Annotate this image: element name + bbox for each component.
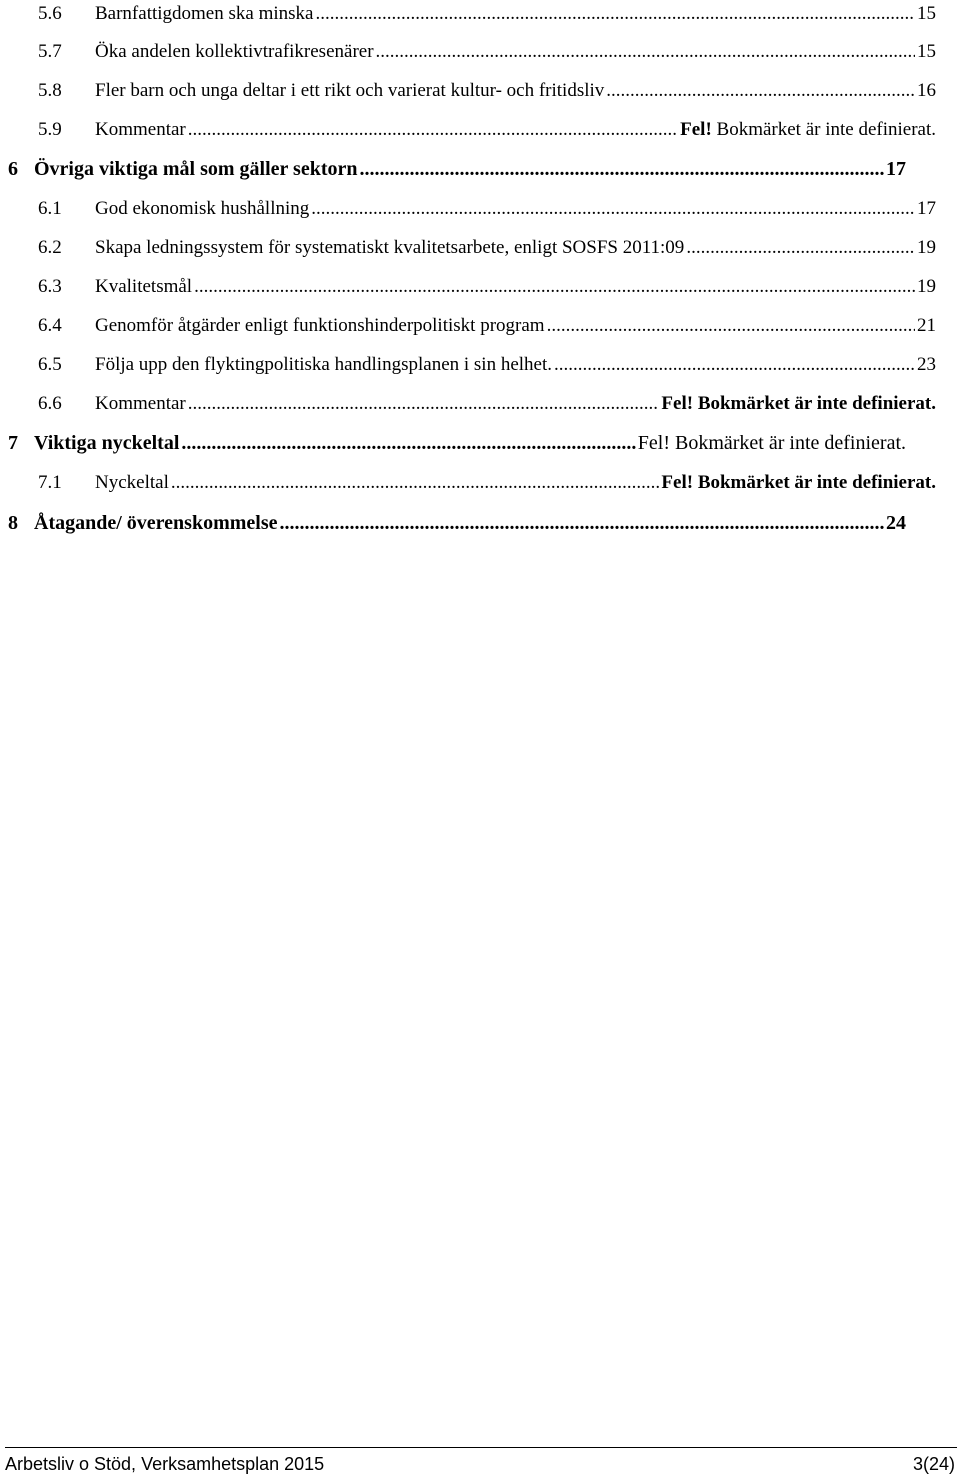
dot-leader [280,511,885,535]
toc-title: Kvalitetsmål [95,276,193,297]
toc-entry-7[interactable] [0,425,960,455]
toc-entry-7-1[interactable] [0,465,960,495]
toc-entry-6-2[interactable] [0,230,960,260]
toc-number: 6.4 [38,315,62,336]
toc-page-error [680,118,960,142]
dot-leader [181,431,635,455]
toc-title: Kommentar [95,119,186,140]
toc-page-error: Fel! Bokmärket är inte definierat. [661,472,936,493]
toc-page: 19 [917,237,936,258]
dot-leader [547,314,915,338]
toc-entry-5-8[interactable] [0,73,960,103]
dot-leader [311,197,915,221]
dot-leader [376,40,915,64]
toc-title: Åtagande/ överenskommelse [34,512,278,534]
toc-number: 8 [8,512,18,534]
toc-number: 6 [8,158,18,180]
toc-title: Barnfattigdomen ska minska [95,3,314,24]
dot-leader [188,392,660,416]
toc-page: 17 [886,158,906,180]
dot-leader [194,275,915,299]
dot-leader [188,118,678,142]
error-message: Bokmärket är inte definierat. [716,119,936,140]
toc-number: 6.2 [38,237,62,258]
dot-leader [554,353,915,377]
footer-document-title: Arbetsliv o Stöd, Verksamhetsplan 2015 [5,1454,325,1474]
toc-number: 6.1 [38,198,62,219]
toc-page: 16 [917,80,936,101]
toc-entry-6-4[interactable] [0,308,960,338]
toc-page: 21 [917,315,936,336]
toc-entry-6-1[interactable] [0,191,960,221]
toc-entry-6-6[interactable] [0,386,960,416]
toc-page: 19 [917,276,936,297]
dot-leader [686,236,915,260]
toc-title: Följa upp den flyktingpolitiska handlingsplanen i sin helhet. [95,354,553,375]
toc-title: Viktiga nyckeltal [34,432,180,454]
footer-page-number: 3(24) [912,1454,955,1474]
toc-number: 7.1 [38,472,62,493]
toc-title: Nyckeltal [95,472,169,493]
toc-number: 6.3 [38,276,62,297]
toc-number: 6.6 [38,393,62,414]
toc-page: 23 [917,354,936,375]
page-footer [5,1447,957,1475]
toc-entry-5-6[interactable] [0,0,960,26]
toc-entry-6-3[interactable] [0,269,960,299]
toc-title: Övriga viktiga mål som gäller sektorn [34,158,358,180]
toc-page: 17 [917,198,936,219]
toc-entry-6-5[interactable] [0,347,960,377]
toc-entry-5-7[interactable] [0,34,960,64]
toc-page: 24 [886,512,906,534]
toc-number: 5.6 [38,3,62,24]
toc-entry-5-9[interactable] [0,112,960,142]
dot-leader [171,471,660,495]
dot-leader [606,79,915,103]
toc-title: Skapa ledningssystem för systematiskt kvalitetsarbete, enligt SOSFS 2011:09 [95,237,685,258]
toc-page-error: Fel! Bokmärket är inte definierat. [637,432,906,454]
toc-page: 15 [917,3,936,24]
toc-page: 15 [917,41,936,62]
toc-number: 5.8 [38,80,62,101]
dot-leader [315,2,915,26]
toc-title: God ekonomisk hushållning [95,198,310,219]
toc-title: Öka andelen kollektivtrafikresenärer [95,41,374,62]
toc-number: 5.9 [38,119,62,140]
toc-title: Fler barn och unga deltar i ett rikt och varierat kultur- och fritidsliv [95,80,605,101]
error-label: Fel! [680,119,712,140]
toc-page-error: Fel! Bokmärket är inte definierat. [661,393,936,414]
toc-entry-8[interactable] [0,505,960,535]
toc-entry-6[interactable] [0,151,960,181]
toc-number: 7 [8,432,18,454]
toc-title: Kommentar [95,393,186,414]
toc-number: 6.5 [38,354,62,375]
dot-leader [360,157,885,181]
toc-number: 5.7 [38,41,62,62]
toc-title: Genomför åtgärder enligt funktionshinderpolitiskt program [95,315,545,336]
